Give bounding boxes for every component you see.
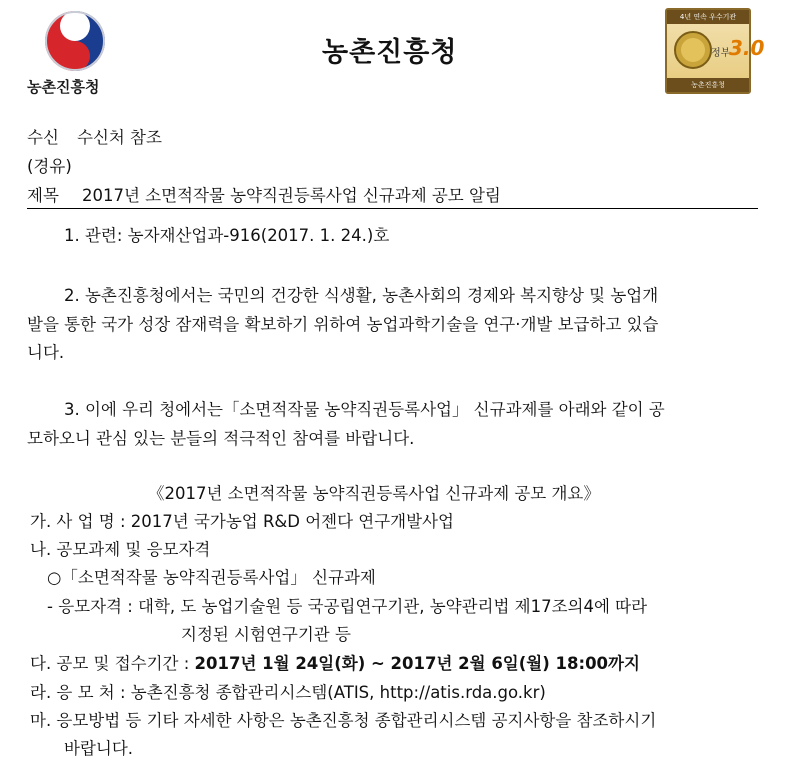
recipient-value: 수신처 참조 — [77, 128, 162, 147]
divider-line — [27, 208, 758, 209]
paragraph-2-line-1: 2. 농촌진흥청에서는 국민의 건강한 식생활, 농촌사회의 경제와 복지향상 및 농업개 — [64, 286, 659, 305]
period-label: 다. 공모 및 접수기간 : — [30, 654, 195, 673]
badge-top-text: 4년 연속 우수기관 — [667, 10, 749, 24]
overview-item-na: 나. 공모과제 및 응모자격 — [30, 540, 211, 559]
paragraph-2-line-2: 발을 통한 국가 성장 잠재력을 확보하기 위하여 농업과학기술을 연구·개발 보급하고 있습 — [27, 315, 659, 334]
paragraph-3-line-2: 모하오니 관심 있는 분들의 적극적인 참여를 바랍니다. — [27, 429, 415, 448]
overview-item-ga: 가. 사 업 명 : 2017년 국가농업 R&D 어젠다 연구개발사업 — [30, 512, 454, 531]
overview-title: 《2017년 소면적작물 농약직권등록사업 신규과제 공모 개요》 — [148, 484, 600, 503]
subject-value: 2017년 소면적작물 농약직권등록사업 신규과제 공모 알림 — [82, 186, 501, 205]
badge-number: 3.0 — [729, 36, 765, 60]
overview-qualification-line-1: - 응모자격 : 대학, 도 농업기술원 등 국공립연구기관, 농약관리법 제17조의4에 따라 — [47, 597, 648, 616]
badge-label: 정부 — [711, 48, 731, 59]
overview-qualification-line-2: 지정된 시험연구기관 등 — [181, 625, 351, 644]
medal-icon — [673, 30, 713, 70]
gov30-badge — [665, 8, 765, 94]
paragraph-1: 1. 관련: 농자재산업과-916(2017. 1. 24.)호 — [64, 226, 390, 245]
overview-item-na-sub: ○「소면적작물 농약직권등록사업」 신규과제 — [47, 568, 376, 587]
taegeuk-logo-icon — [44, 10, 106, 72]
overview-item-da — [30, 650, 640, 674]
period-value: 2017년 1월 24일(화) ~ 2017년 2월 6일(월) 18:00까지 — [194, 654, 640, 673]
badge-bottom-text: 농촌진흥청 — [667, 78, 749, 92]
paragraph-2-line-3: 니다. — [27, 343, 65, 362]
overview-item-ra: 라. 응 모 처 : 농촌진흥청 종합관리시스템(ATIS, http://atis.rda.go.kr) — [30, 683, 546, 702]
subject-label: 제목 — [27, 186, 59, 205]
via-line: (경유) — [27, 157, 72, 176]
recipient-label: 수신 — [27, 128, 59, 147]
org-title: 농촌진흥청 — [322, 37, 458, 68]
paragraph-3-line-1: 3. 이에 우리 청에서는「소면적작물 농약직권등록사업」 신규과제를 아래와 같이 공 — [64, 400, 665, 419]
overview-item-ma-line-2: 바랍니다. — [64, 739, 134, 758]
overview-item-ma-line-1: 마. 응모방법 등 기타 자세한 사항은 농촌진흥청 종합관리시스템 공지사항을 참조하시기 — [30, 711, 657, 730]
logo-text: 농촌진흥청 — [27, 78, 100, 96]
